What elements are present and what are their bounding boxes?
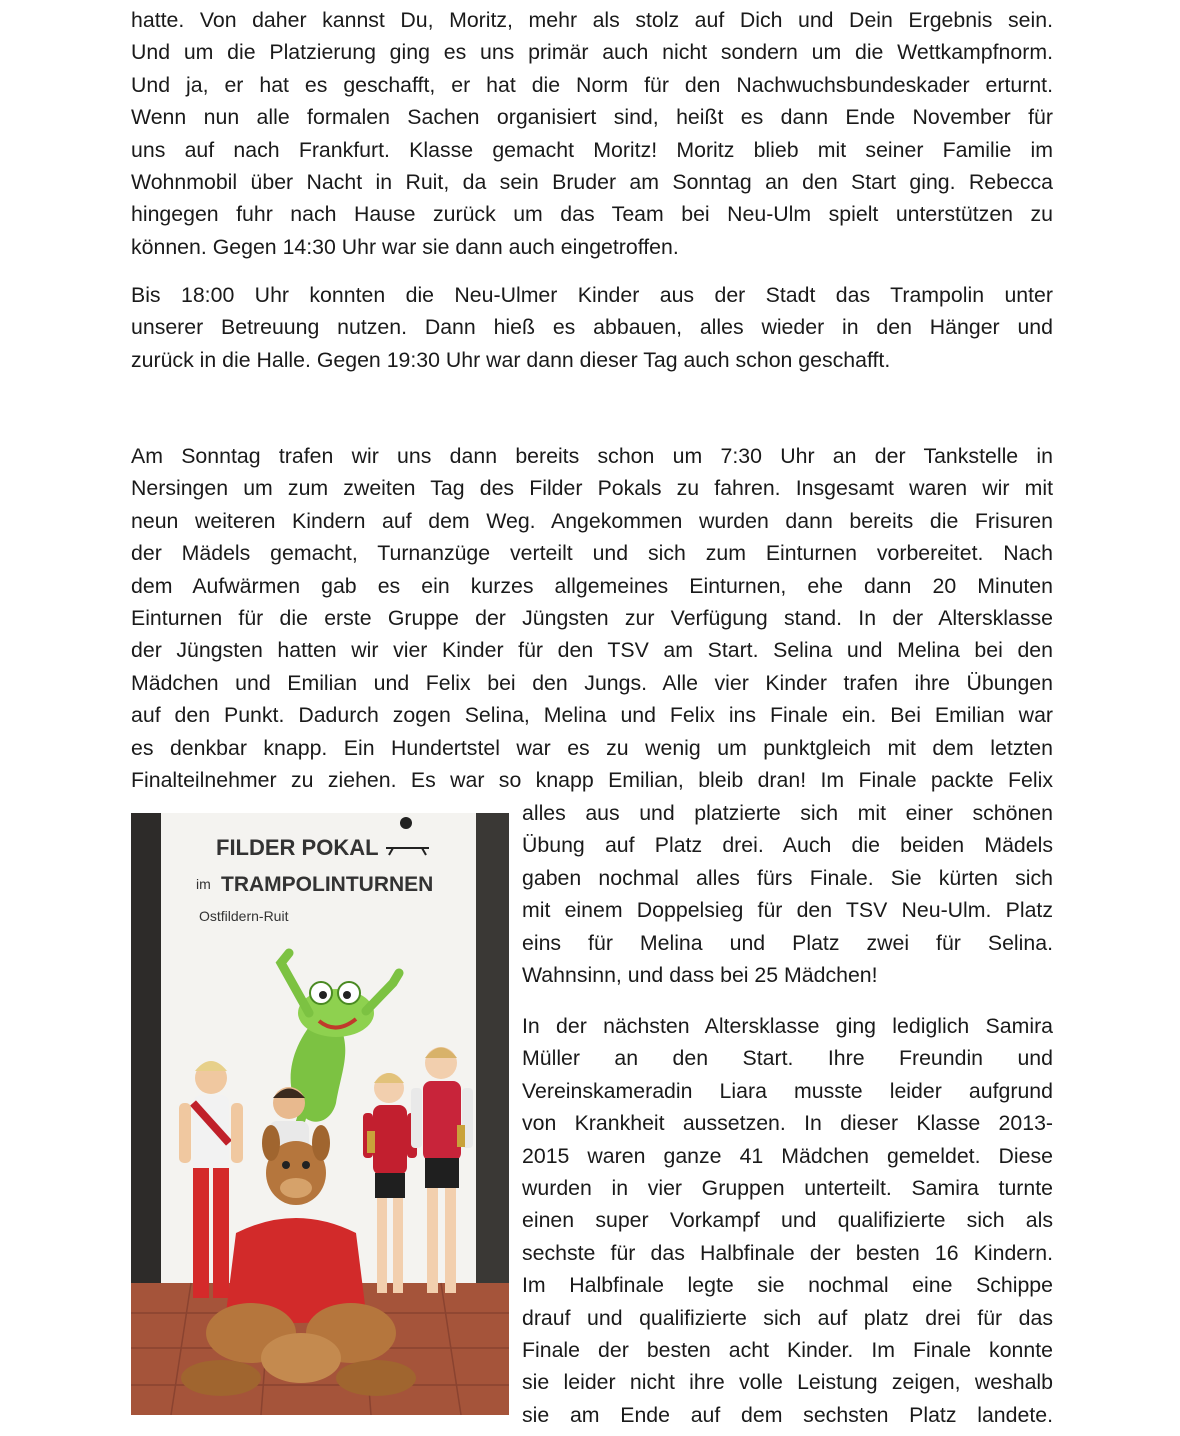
banner-location: Ostfildern-Ruit — [199, 908, 289, 924]
text-line: von Krankheit aussetzen. In dieser Klasse 2013- — [522, 1111, 1053, 1136]
text-line: hatte. Von daher kannst Du, Moritz, mehr als stolz auf Dich und Dein Ergebnis sein. — [131, 8, 1053, 32]
text-line: Wahnsinn, und dass bei 25 Mädchen! — [522, 963, 878, 988]
text-line: 2015 waren ganze 41 Mädchen gemeldet. Diese — [522, 1143, 1053, 1168]
text-line: dem Aufwärmen gab es ein kurzes allgemeines Einturnen, ehe dann 20 Minuten — [131, 573, 1053, 598]
text-line: mit einem Doppelsieg für den TSV Neu-Ulm. Platz — [522, 898, 1053, 923]
text-line: Übung auf Platz drei. Auch die beiden Mädels — [522, 833, 1053, 858]
text-line: Finale der besten acht Kinder. Im Finale konnte — [522, 1338, 1053, 1363]
paragraph-1 — [131, 4, 1053, 263]
text-line: Und ja, er hat es geschafft, er hat die Norm für den Nachwuchsbundeskader erturnt. — [131, 72, 1053, 97]
text-line: neun weiteren Kindern auf dem Weg. Angekommen wurden dann bereits die Frisuren — [131, 508, 1053, 533]
text-line: hingegen fuhr nach Hause zurück um das Team bei Neu-Ulm spielt unterstützen zu — [131, 202, 1053, 227]
text-line: Mädchen und Emilian und Felix bei den Jungs. Alle vier Kinder trafen ihre Übungen — [131, 670, 1053, 695]
text-line: uns auf nach Frankfurt. Klasse gemacht Moritz! Moritz blieb mit seiner Familie im — [131, 137, 1053, 162]
text-line: wurden in vier Gruppen unterteilt. Samira turnte — [522, 1176, 1053, 1201]
text-line: Nersingen um zum zweiten Tag des Filder Pokals zu fahren. Insgesamt waren wir mit — [131, 476, 1053, 501]
text-line: gaben nochmal alles fürs Finale. Sie kürten sich — [522, 865, 1053, 890]
text-line: Im Halbfinale legte sie nochmal eine Schippe — [522, 1273, 1053, 1298]
text-line: Bis 18:00 Uhr konnten die Neu-Ulmer Kinder aus der Stadt das Trampolin unter — [131, 283, 1053, 307]
paragraph-3 — [131, 440, 1053, 796]
text-line: können. Gegen 14:30 Uhr war sie dann auch eingetroffen. — [131, 234, 679, 259]
text-line: auf den Punkt. Dadurch zogen Selina, Melina und Felix ins Finale ein. Bei Emilian war — [131, 703, 1053, 728]
text-line: Müller an den Start. Ihre Freundin und — [522, 1046, 1053, 1071]
text-line: Am Sonntag trafen wir uns dann bereits schon um 7:30 Uhr an der Tankstelle in — [131, 444, 1053, 468]
event-photo — [131, 813, 509, 1415]
paragraph-2 — [131, 279, 1053, 376]
side-paragraph-2 — [522, 1010, 1053, 1431]
text-line: der Jüngsten hatten wir vier Kinder für den TSV am Start. Selina und Melina bei den — [131, 638, 1053, 663]
text-line: sie am Ende auf dem sechsten Platz landete. — [522, 1402, 1053, 1427]
banner-title: FILDER POKAL — [216, 835, 379, 860]
banner-subtitle: TRAMPOLINTURNEN — [221, 873, 434, 896]
text-line: In der nächsten Altersklasse ging lediglich Samira — [522, 1014, 1053, 1038]
text-line: es denkbar knapp. Ein Hundertstel war es zu wenig um punktgleich mit dem letzten — [131, 735, 1053, 760]
text-line: drauf und qualifizierte sich auf platz drei für das — [522, 1305, 1053, 1330]
text-line: eins für Melina und Platz zwei für Selina. — [522, 930, 1053, 955]
text-line: sie leider nicht ihre volle Leistung zeigen, weshalb — [522, 1370, 1053, 1395]
side-paragraph-1 — [522, 797, 1053, 991]
text-line: Wohnmobil über Nacht in Ruit, da sein Bruder am Sonntag an den Start ging. Rebecca — [131, 170, 1053, 195]
text-line: Vereinskameradin Liara musste leider aufgrund — [522, 1078, 1053, 1103]
text-line: sechste für das Halbfinale der besten 16 Kindern. — [522, 1240, 1053, 1265]
text-line: Und um die Platzierung ging es uns primär auch nicht sondern um die Wettkampfnorm. — [131, 40, 1053, 65]
text-line: einen super Vorkampf und qualifizierte sich als — [522, 1208, 1053, 1233]
text-line: Finalteilnehmer zu ziehen. Es war so knapp Emilian, bleib dran! Im Finale packte Felix — [131, 768, 1053, 793]
banner-prefix: im — [196, 876, 211, 892]
text-line: unserer Betreuung nutzen. Dann hieß es abbauen, alles wieder in den Hänger und — [131, 315, 1053, 340]
text-line: der Mädels gemacht, Turnanzüge verteilt und sich zum Einturnen vorbereitet. Nach — [131, 541, 1053, 566]
text-line: Wenn nun alle formalen Sachen organisiert sind, heißt es dann Ende November für — [131, 105, 1053, 130]
text-line: zurück in die Halle. Gegen 19:30 Uhr war dann dieser Tag auch schon geschafft. — [131, 347, 891, 372]
text-line: Einturnen für die erste Gruppe der Jüngsten zur Verfügung stand. In der Altersklasse — [131, 606, 1053, 631]
text-line: alles aus und platzierte sich mit einer schönen — [522, 801, 1053, 825]
